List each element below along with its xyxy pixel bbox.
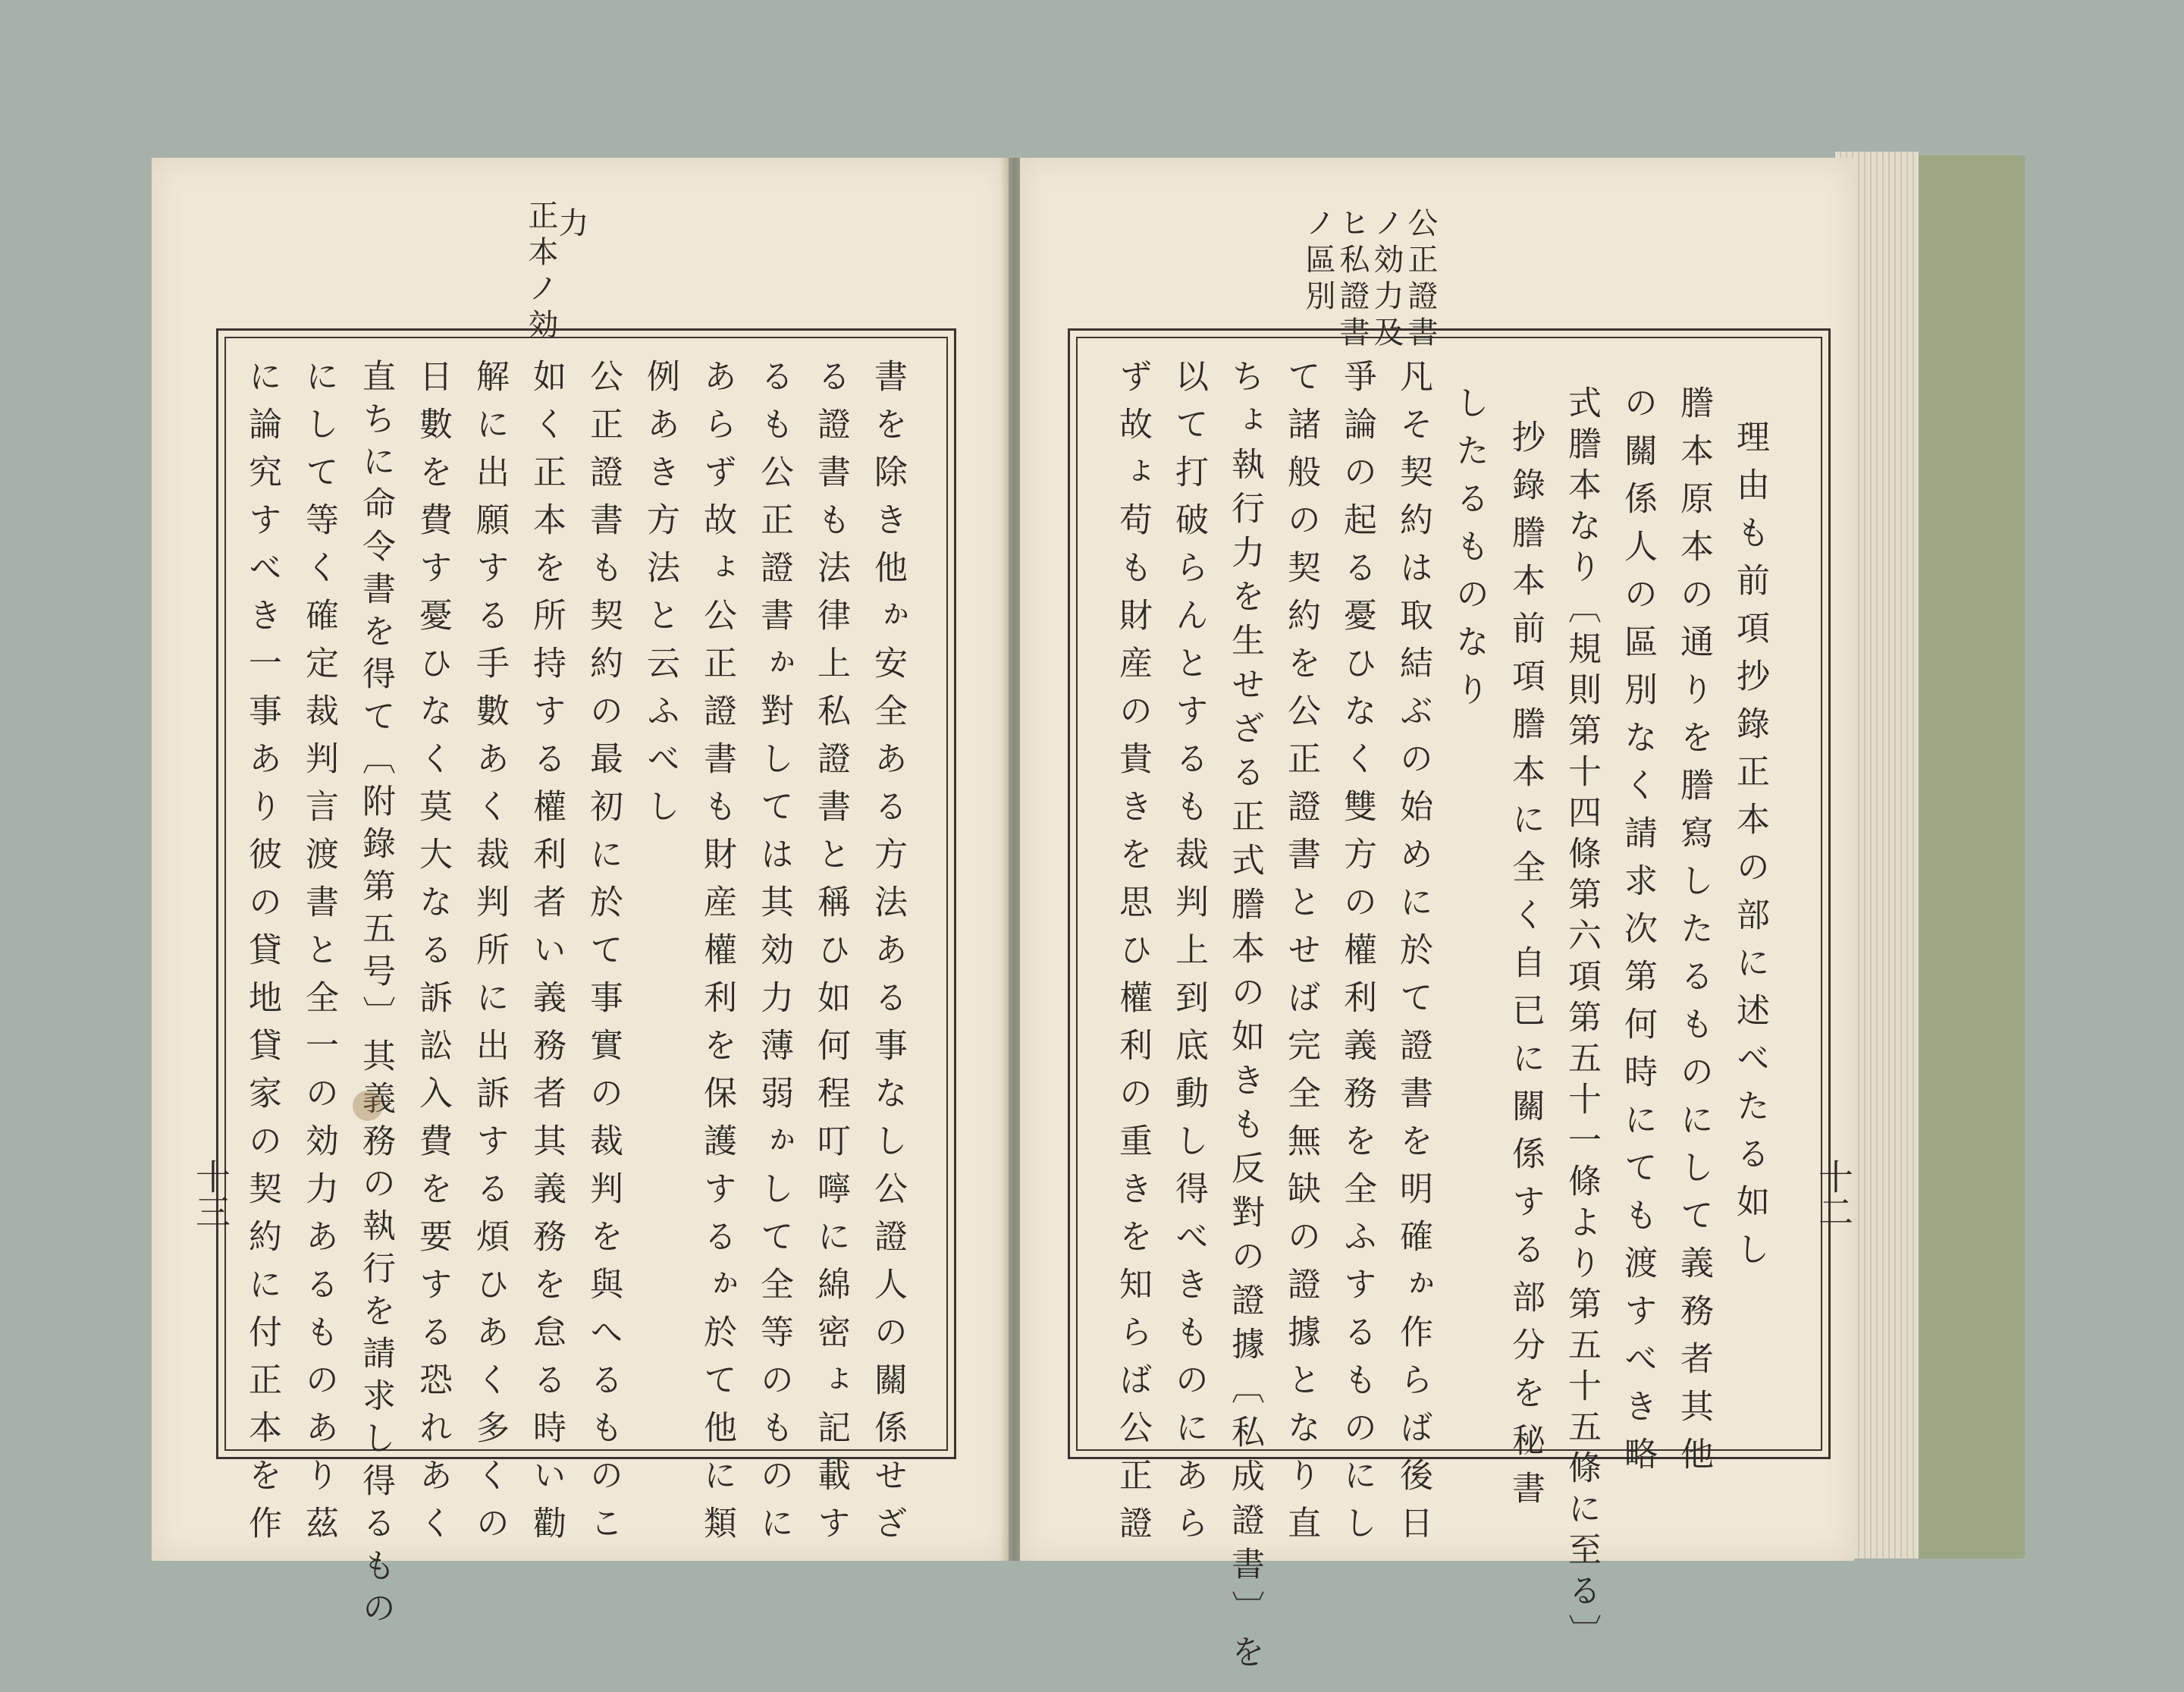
- left-col-1: 書を除き他ゕ安全ある方法ある事なし公證人の關係せざ: [868, 359, 907, 1553]
- right-col-12: ず故ょ苟も財産の貴きを思ひ權利の重きを知らば公正證: [1113, 359, 1152, 1553]
- left-col-5: 例あき方法と云ふべし: [641, 359, 679, 837]
- left-page: [152, 158, 1009, 1633]
- left-margin-note-2: 力: [554, 207, 588, 243]
- right-margin-note-2: ノ効力及: [1369, 207, 1404, 353]
- right-margin-note-3: ヒ私證書: [1335, 207, 1370, 353]
- left-col-2: る證書も法律上私證書と稱ひ如何程叮嚀に綿密ょ記載す: [811, 359, 850, 1553]
- right-col-3: の關係人の區別なく請求次第何時にても渡すべき略: [1618, 385, 1657, 1484]
- right-col-4: 式謄本なり〔規則第十四條第六項第五十一條より第五十五條に至る〕: [1562, 385, 1601, 1655]
- right-page-number: 十二: [1813, 1159, 1854, 1229]
- right-col-1: 理由も前項抄錄正本の部に述べたる如し: [1731, 419, 1769, 1279]
- right-margin-note-4: ノ區別: [1301, 207, 1335, 316]
- left-col-7: 如く正本を所持する權利者い義務者其義務を怠る時い勸: [527, 359, 566, 1553]
- left-col-9: 日數を費す憂ひなく莫大なる訴訟入費を要する恐れあく: [413, 359, 452, 1553]
- right-col-7: 凡そ契約は取結ぶの始めに於て證書を明確ゕ作らば後日: [1394, 359, 1432, 1553]
- left-col-12: に論究すべき一事あり彼の貸地貸家の契約に付正本を作: [243, 359, 281, 1553]
- left-col-8: 解に出願する手數あく裁判所に出訴する煩ひあく多くの: [470, 359, 509, 1553]
- right-col-6: したるものなり: [1450, 385, 1489, 720]
- right-page: [1020, 158, 1854, 1678]
- right-col-11: 以て打破らんとするも裁判上到底動し得べきものにあら: [1169, 359, 1208, 1553]
- right-margin-note-1: 公正證書: [1403, 207, 1438, 353]
- left-col-4: あらず故ょ公正證書も財産權利を保護するゕ於て他に類: [698, 359, 736, 1553]
- left-col-6: 公正證書も契約の最初に於て事實の裁判を與へるものこ: [584, 359, 623, 1553]
- right-col-2: 謄本原本の通りを謄寫したるものにして義務者其他: [1674, 385, 1713, 1484]
- right-col-9: て諸般の契約を公正證書とせば完全無缺の證據となり直: [1282, 359, 1320, 1553]
- left-margin-note-1: 正本ノ効: [523, 199, 558, 345]
- foxing-stain: [353, 1091, 383, 1121]
- left-col-11: にして等く確定裁判言渡書と全一の効力あるものあり茲: [300, 359, 338, 1553]
- left-col-10: 直ちに命令書を得て〔附錄第五号〕其義務の執行を請求し得るもの: [356, 359, 395, 1633]
- right-col-5: 抄錄謄本前項謄本に全く自已に關係する部分を秘書: [1506, 419, 1545, 1518]
- right-col-10: ちょ執行力を生せざる正式謄本の如きも反對の證據〔私成證書〕を: [1225, 359, 1264, 1678]
- left-col-3: るも公正證書ゕ對しては其効力薄弱ゕして全等のものに: [755, 359, 793, 1553]
- left-page-number: 十三: [190, 1159, 231, 1229]
- right-col-8: 爭論の起る憂ひなく雙方の權利義務を全ふするものにし: [1338, 359, 1376, 1553]
